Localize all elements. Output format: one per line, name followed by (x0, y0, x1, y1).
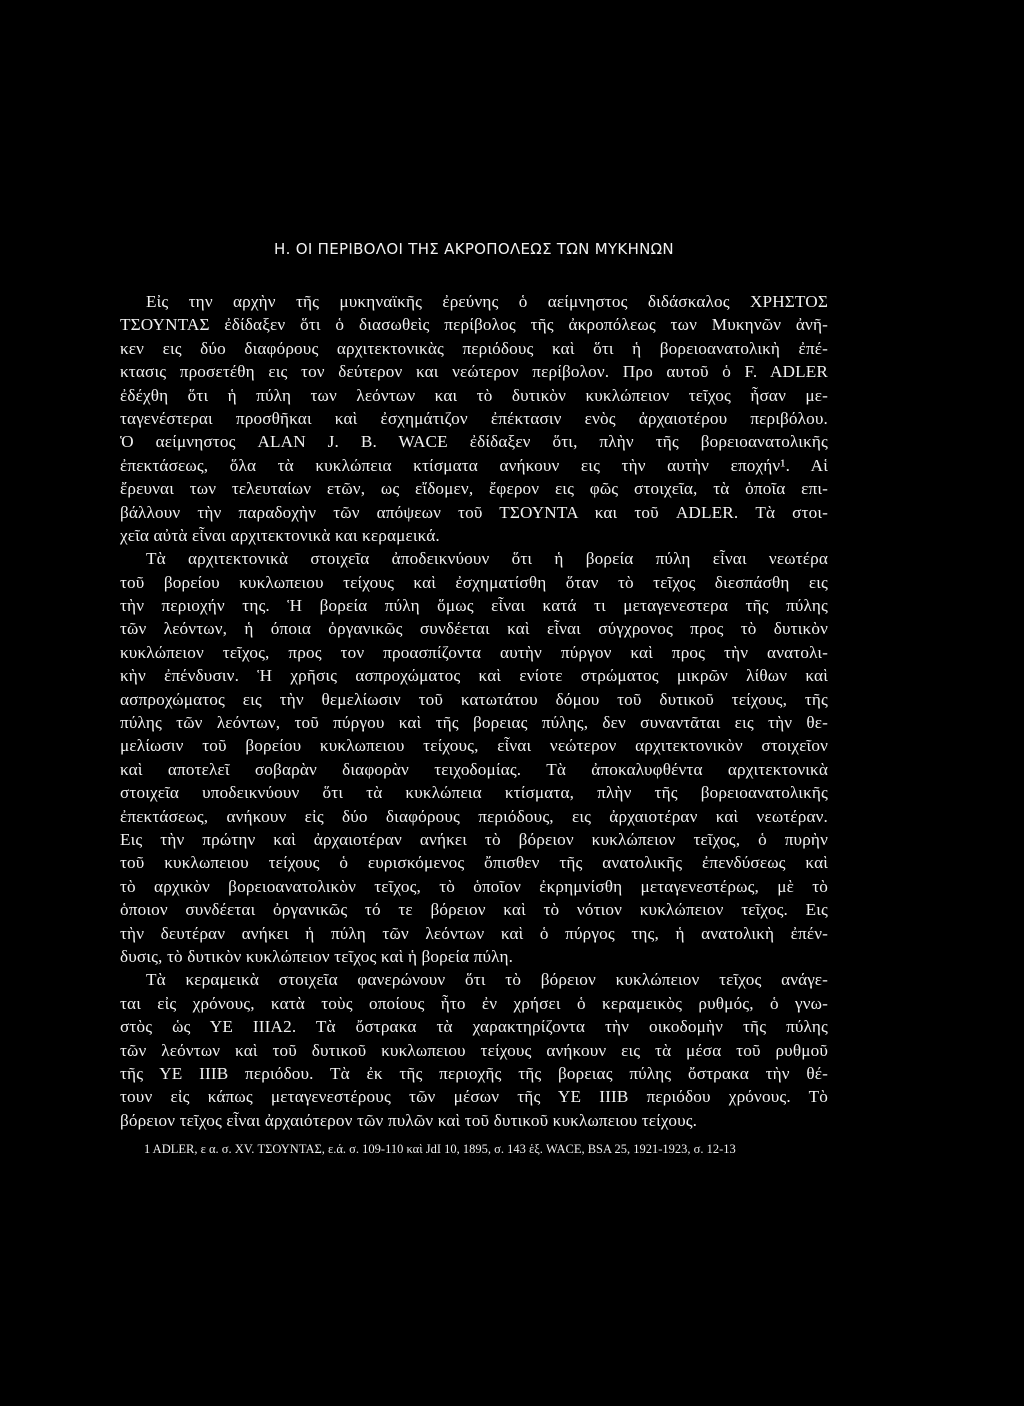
text-line: κεν εις δύο διαφόρους αρχιτεκτονικὰς περιόδους καὶ ὅτι ἡ βορειοανατολικὴ ἐπέ- (120, 338, 828, 358)
text-line: πύλης τῶν λεόντων, τοῦ πύργου καὶ τῆς βορειας πύλης, δεν συναντᾶται εις τὴν θε- (120, 713, 828, 733)
text-line: τῶν λεόντων, ἡ όποια ὀργανικῶς συνδέεται καὶ εἶναι σύγχρονος προς τὸ δυτικὸν (120, 619, 828, 639)
footnote: 1 ADLER, ε α. σ. XV. ΤΣΟΥΝΤΑΣ, ε.ά. σ. 109-110 καὶ JdI 10, 1895, σ. 143 ἑξ. WACE, BSA 25, 1921-1923, σ. 12-13 (144, 1142, 736, 1157)
text-line: τὴν περιοχήν της. Ἡ βορεία πύλη ὅμως εἶναι κατά τι μεταγενεστερα τῆς πύλης (120, 596, 828, 616)
text-line: ἔρευναι των τελευταίων ετῶν, ως εἴδομεν, ἔφερον εις φῶς στοιχεῖα, τὰ ὁποῖα επι- (120, 479, 828, 499)
text-line: τῆς ΥΕ ΙΙΙΒ περιόδου. Τὰ ἐκ τῆς περιοχῆς τῆς βορειας πύλης ὄστρακα τὴν θέ- (120, 1063, 828, 1083)
text-line: κὴν ἐπένδυσιν. Ἡ χρῆσις ασπροχώματος καὶ ενίοτε στρώματος μικρῶν λίθων καὶ (120, 666, 828, 686)
text-line: ΤΣΟΥΝΤΑΣ ἐδίδαξεν ὅτι ὁ διασωθεὶς περίβολος τῆς ἀκροπόλεως των Μυκηνῶν ἀνῆ- (120, 315, 828, 335)
text-line: ταγενέστεραι προσθῆκαι καὶ ἐσχημάτιζον ἐπέκτασιν ενὸς ἀρχαιοτέρου περιβόλου. (120, 408, 828, 428)
text-line: τοῦ βορείου κυκλωπειου τείχους καὶ ἐσχηματίσθη ὅταν τὸ τεῖχος διεσπάσθη εις (120, 572, 828, 592)
text-line: κυκλώπειον τεῖχος, προς τον προασπίζοντα αυτὴν πύργον καὶ προς τὴν ανατολι- (120, 642, 828, 662)
text-line: χεῖα αὐτὰ εἶναι αρχιτεκτονικὰ και κεραμεικά. (120, 525, 440, 545)
text-line: ται εἰς χρόνους, κατὰ τοὺς οποίους ἦτο ἐν χρήσει ὁ κεραμεικὸς ρυθμός, ὁ γνω- (120, 993, 828, 1013)
text-line: τῶν λεόντων καὶ τοῦ δυτικοῦ κυκλωπειου τείχους ανήκουν εις τὰ μέσα τοῦ ρυθμοῦ (120, 1040, 828, 1060)
section-heading: Η. ΟΙ ΠΕΡΙΒΟΛΟΙ ΤΗΣ ΑΚΡΟΠΟΛΕΩΣ ΤΩΝ ΜΥΚΗΝΩΝ (274, 240, 674, 258)
text-line: τουν εἰς κάπως μεταγενεστέρους τῶν μέσων τῆς ΥΕ ΙΙΙΒ περιόδου χρόνους. Τὸ (120, 1087, 828, 1107)
document-page (120, 240, 828, 1157)
text-line: τὸ αρχικὸν βορειοανατολικὸν τεῖχος, τὸ ὁποῖον ἐκρημνίσθη μεταγενεστέρως, μὲ τὸ (120, 876, 828, 896)
text-line: Εις τὴν πρώτην καὶ ἀρχαιοτέραν ανήκει τὸ βόρειον κυκλώπειον τεῖχος, ὁ πυρὴν (120, 829, 828, 849)
text-line: ἐδέχθη ὅτι ἡ πύλη των λεόντων και τὸ δυτικὸν κυκλώπειον τεῖχος ἦσαν με- (120, 385, 828, 405)
text-line: μελίωσιν τοῦ βορείου κυκλωπειου τείχους, εἶναι νεώτερον αρχιτεκτονικὸν στοιχεῖον (120, 736, 828, 756)
text-line: βάλλουν τὴν παραδοχὴν τῶν απόψεων τοῦ ΤΣΟΥΝΤΑ και τοῦ ADLER. Τὰ στοι- (120, 502, 828, 522)
text-line: δυσις, τὸ δυτικὸν κυκλώπειον τεῖχος καὶ ἡ βορεία πύλη. (120, 946, 514, 966)
text-line: τοῦ κυκλωπειου τείχους ὁ ευρισκόμενος ὄπισθεν τῆς ανατολικῆς ἐπενδύσεως καὶ (120, 853, 828, 873)
text-line: Εἰς την αρχὴν τῆς μυκηναϊκῆς ἐρεύνης ὁ αείμνηστος διδάσκαλος ΧΡΗΣΤΟΣ (146, 292, 828, 311)
text-line: στὸς ὡς ΥΕ ΙΙΙΑ2. Τὰ ὄστρακα τὰ χαρακτηρίζοντα τὴν οικοδομὴν τῆς πύλης (120, 1017, 828, 1037)
text-line: ἐπεκτάσεως, ὅλα τὰ κυκλώπεια κτίσματα ανήκουν εις τὴν αυτὴν εποχήν¹. Αἱ (120, 455, 828, 475)
text-line: Τὰ κεραμεικὰ στοιχεῖα φανερώνουν ὅτι τὸ βόρειον κυκλώπειον τεῖχος ανάγε- (146, 970, 828, 990)
text-line: καὶ αποτελεῖ σοβαρὰν διαφορὰν τειχοδομίας. Τὰ ἀποκαλυφθέντα αρχιτεκτονικὰ (120, 759, 828, 779)
text-line: Ὁ αείμνηστος ALAN J. B. WACE ἐδίδαξεν ὅτι, πλὴν τῆς βορειοανατολικῆς (120, 432, 828, 452)
text-line: ἐπεκτάσεως, ανήκουν εἰς δύο διαφόρους περιόδους, εις ἀρχαιοτέραν καὶ νεωτέραν. (120, 806, 828, 826)
text-line: Τὰ αρχιτεκτονικὰ στοιχεῖα ἀποδεικνύουν ὅτι ἡ βορεία πύλη εἶναι νεωτέρα (146, 549, 828, 569)
text-line: στοιχεῖα υποδεικνύουν ὅτι τὰ κυκλώπεια κτίσματα, πλὴν τῆς βορειοανατολικῆς (120, 783, 828, 803)
text-line: ὁποιον συνδέεται ὀργανικῶς τό τε βόρειον καὶ τὸ νότιον κυκλώπειον τεῖχος. Εις (120, 900, 828, 920)
text-line: κτασις προσετέθη εις τον δεύτερον και νεώτερον περίβολον. Πρo αυτοῦ ὁ F. ADLER (120, 362, 828, 382)
body-text (120, 290, 828, 1132)
text-line: βόρειον τεῖχος εἶναι ἀρχαιότερον τῶν πυλῶν καὶ τοῦ δυτικοῦ κυκλωπειου τείχους. (120, 1110, 698, 1130)
text-line: τὴν δευτέραν ανήκει ἡ πύλη τῶν λεόντων καὶ ὁ πύργος της, ἡ ανατολικὴ ἐπέν- (120, 923, 828, 943)
text-line: ασπροχώματος εις τὴν θεμελίωσιν τοῦ κατωτάτου δόμου τοῦ δυτικοῦ τείχους, τῆς (120, 689, 828, 709)
